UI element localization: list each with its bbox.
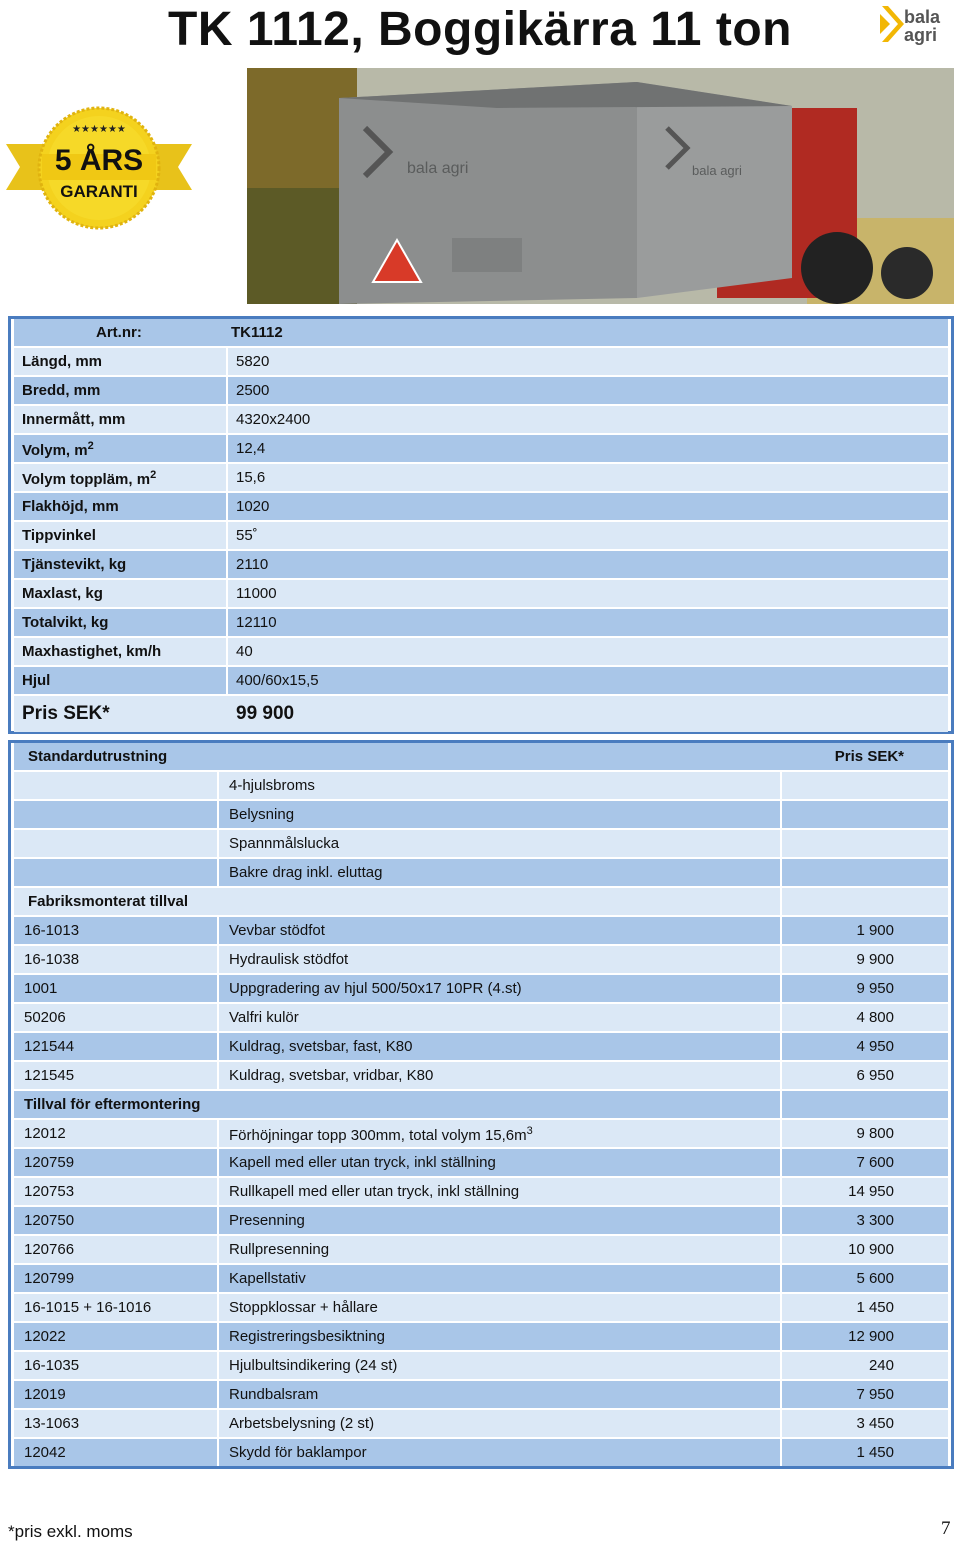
logo-word-agri: agri — [904, 25, 938, 45]
column-divider — [780, 1439, 782, 1466]
option-art-nr: 12012 — [24, 1125, 66, 1142]
spec-label: Hjul — [22, 672, 51, 689]
trailer-logo-text: bala agri — [407, 160, 469, 177]
standard-item-row — [14, 830, 948, 857]
option-description-wrap — [229, 1299, 378, 1316]
spec-label-sup: 2 — [87, 440, 94, 452]
column-divider — [226, 522, 228, 549]
spec-label-sup: 2 — [150, 469, 157, 481]
option-row — [14, 1207, 948, 1234]
aftermarket-options-heading: Tillval för eftermontering — [24, 1096, 201, 1113]
page-title: TK 1112, Boggikärra 11 ton — [168, 3, 792, 56]
spec-row — [14, 667, 948, 694]
spec-value: 15,6 — [236, 469, 266, 486]
option-row — [14, 1439, 948, 1466]
option-description-wrap — [229, 1444, 367, 1461]
trailer-side-logo-text: bala agri — [692, 163, 742, 178]
column-divider — [226, 638, 228, 665]
column-divider — [780, 1236, 782, 1263]
column-divider — [226, 406, 228, 433]
spec-label: Maxlast, kg — [22, 585, 103, 602]
option-description: Presenning — [229, 1212, 305, 1229]
option-description: Kuldrag, svetsbar, vridbar, K80 — [229, 1067, 434, 1084]
option-description: Kuldrag, svetsbar, fast, K80 — [229, 1038, 413, 1055]
art-nr-value: TK1112 — [231, 324, 283, 341]
column-divider — [780, 772, 782, 799]
spec-row — [14, 464, 948, 491]
option-price: 9 800 — [856, 1125, 894, 1142]
option-description: Kapell med eller utan tryck, inkl ställning — [229, 1154, 496, 1171]
column-divider — [217, 1265, 219, 1292]
column-divider — [226, 435, 228, 462]
column-divider — [217, 1178, 219, 1205]
option-art-nr: 120753 — [24, 1183, 75, 1200]
option-price: 6 950 — [856, 1067, 894, 1084]
option-price: 1 450 — [856, 1444, 894, 1461]
spec-row — [14, 522, 948, 549]
option-row — [14, 917, 948, 944]
option-price: 4 800 — [856, 1009, 894, 1026]
option-row — [14, 1323, 948, 1350]
option-row — [14, 1004, 948, 1031]
spec-table — [8, 316, 954, 734]
column-divider — [217, 830, 219, 857]
standard-item-row — [14, 772, 948, 799]
option-description: Arbetsbelysning (2 st) — [229, 1415, 375, 1432]
spec-label: Bredd, mm — [22, 382, 101, 399]
price-label: Pris SEK* — [22, 703, 110, 724]
spec-value: 11000 — [236, 585, 277, 602]
option-description: Valfri kulör — [229, 1009, 299, 1026]
aftermarket-options-header-row — [14, 1091, 948, 1118]
column-divider — [217, 917, 219, 944]
column-divider — [217, 1381, 219, 1408]
option-description: Stoppklossar + hållare — [229, 1299, 378, 1316]
option-art-nr: 16-1038 — [24, 951, 80, 968]
spec-value: 400/60x15,5 — [236, 672, 319, 689]
column-divider — [780, 1033, 782, 1060]
column-divider — [217, 1149, 219, 1176]
option-art-nr: 12019 — [24, 1386, 66, 1403]
option-description: Rullpresenning — [229, 1241, 330, 1258]
option-art-nr: 13-1063 — [24, 1415, 80, 1432]
spec-label: Tjänstevikt, kg — [22, 556, 127, 573]
logo-word-bala: bala — [904, 7, 941, 27]
option-description: Kapellstativ — [229, 1270, 306, 1287]
option-description-wrap — [229, 1270, 306, 1287]
column-divider — [217, 1062, 219, 1089]
option-art-nr: 120766 — [24, 1241, 75, 1258]
spec-label: Totalvikt, kg — [22, 614, 109, 631]
spec-value: 40 — [236, 643, 253, 660]
spec-label: Flakhöjd, mm — [22, 498, 119, 515]
option-art-nr: 50206 — [24, 1009, 66, 1026]
option-row — [14, 1381, 948, 1408]
column-divider — [217, 1323, 219, 1350]
option-row — [14, 1236, 948, 1263]
spec-value: 2110 — [236, 556, 269, 573]
column-divider — [780, 946, 782, 973]
column-divider — [226, 377, 228, 404]
spec-label: Maxhastighet, km/h — [22, 643, 162, 660]
option-price: 1 900 — [856, 922, 894, 939]
option-description: Hydraulisk stödfot — [229, 951, 349, 968]
option-description-wrap — [229, 1386, 318, 1403]
column-divider — [217, 1004, 219, 1031]
column-divider — [780, 1352, 782, 1379]
option-art-nr: 16-1013 — [24, 922, 80, 939]
option-art-nr: 120799 — [24, 1270, 75, 1287]
option-description: Vevbar stödfot — [229, 922, 325, 939]
factory-options-heading: Fabriksmonterat tillval — [28, 893, 189, 910]
option-description: Skydd för baklampor — [229, 1444, 367, 1461]
column-divider — [780, 1207, 782, 1234]
column-divider — [780, 1265, 782, 1292]
option-art-nr: 1001 — [24, 980, 58, 997]
column-divider — [780, 888, 782, 915]
option-art-nr: 16-1015 + 16-1016 — [24, 1299, 152, 1316]
column-divider — [780, 1410, 782, 1437]
option-price: 5 600 — [856, 1270, 894, 1287]
option-description-wrap — [229, 1328, 385, 1345]
option-row — [14, 1178, 948, 1205]
column-divider — [217, 772, 219, 799]
option-price: 7 950 — [856, 1386, 894, 1403]
standard-item-row — [14, 801, 948, 828]
standard-item: Belysning — [229, 806, 295, 823]
option-price: 14 950 — [848, 1183, 894, 1200]
standard-equipment-heading: Standardutrustning — [28, 748, 168, 765]
option-description: Uppgradering av hjul 500/50x17 10PR (4.st) — [229, 980, 522, 997]
column-divider — [217, 1207, 219, 1234]
column-divider — [217, 975, 219, 1002]
option-description-wrap — [229, 1357, 397, 1374]
column-divider — [780, 917, 782, 944]
badge-garanti: GARANTI — [60, 182, 138, 201]
spec-label: Volym toppläm, m — [22, 471, 151, 488]
spec-header-row — [14, 319, 948, 346]
option-row — [14, 1149, 948, 1176]
column-divider — [217, 1410, 219, 1437]
spec-label-wrap — [22, 469, 156, 488]
option-description: Hjulbultsindikering (24 st) — [229, 1357, 398, 1374]
column-divider — [226, 551, 228, 578]
standard-item: Spannmålslucka — [229, 835, 340, 852]
art-nr-label: Art.nr: — [96, 324, 142, 341]
option-description-wrap — [229, 1183, 519, 1200]
option-row — [14, 1294, 948, 1321]
column-divider — [780, 1091, 782, 1118]
option-price: 12 900 — [848, 1328, 894, 1345]
option-price: 10 900 — [848, 1241, 894, 1258]
price-footnote: *pris exkl. moms — [8, 1522, 133, 1541]
spec-label-wrap — [22, 440, 94, 459]
column-divider — [780, 1004, 782, 1031]
options-header-row — [14, 743, 948, 770]
spec-value: 12110 — [236, 614, 277, 631]
option-row — [14, 1410, 948, 1437]
option-description-wrap — [229, 1241, 329, 1258]
spec-row — [14, 493, 948, 520]
badge-years: 5 ÅRS — [54, 144, 144, 177]
spec-row — [14, 406, 948, 433]
column-divider — [780, 1294, 782, 1321]
standard-item: 4-hjulsbroms — [229, 777, 315, 794]
column-divider — [780, 830, 782, 857]
column-divider — [217, 1236, 219, 1263]
spec-row — [14, 551, 948, 578]
option-price: 240 — [868, 1357, 894, 1374]
spec-value: 5820 — [236, 353, 270, 370]
option-art-nr: 120759 — [24, 1154, 75, 1171]
option-price: 7 600 — [856, 1154, 894, 1171]
option-row — [14, 1033, 948, 1060]
option-price: 3 450 — [856, 1415, 894, 1432]
spec-row — [14, 638, 948, 665]
options-table — [8, 740, 954, 1469]
spec-value: 12,4 — [236, 440, 266, 457]
option-description: Rundbalsram — [229, 1386, 319, 1403]
column-divider — [217, 1294, 219, 1321]
price-value: 99 900 — [236, 703, 295, 724]
option-art-nr: 121545 — [24, 1067, 75, 1084]
column-divider — [217, 946, 219, 973]
option-art-nr: 16-1035 — [24, 1357, 80, 1374]
spec-label: Tippvinkel — [22, 527, 96, 544]
column-divider — [217, 801, 219, 828]
option-description-wrap — [229, 1415, 374, 1432]
spec-label: Innermått, mm — [22, 411, 126, 428]
option-row — [14, 946, 948, 973]
spec-row — [14, 609, 948, 636]
column-divider — [226, 609, 228, 636]
spec-row — [14, 580, 948, 607]
column-divider — [780, 1149, 782, 1176]
option-row — [14, 1062, 948, 1089]
option-description-wrap — [229, 1125, 533, 1144]
option-art-nr: 120750 — [24, 1212, 75, 1229]
column-divider — [780, 1120, 782, 1147]
option-description-wrap — [229, 1154, 496, 1171]
option-description: Förhöjningar topp 300mm, total volym 15,6m — [229, 1127, 527, 1144]
option-art-nr: 12042 — [24, 1444, 66, 1461]
page-number: 7 — [941, 1518, 951, 1539]
badge-stars: ★★★★★★ — [72, 124, 126, 135]
column-divider — [217, 1033, 219, 1060]
column-divider — [780, 801, 782, 828]
column-divider — [226, 493, 228, 520]
column-divider — [217, 1352, 219, 1379]
spec-label: Längd, mm — [22, 353, 103, 370]
standard-item-row — [14, 859, 948, 886]
logo-mark-icon — [878, 4, 904, 44]
column-divider — [780, 1381, 782, 1408]
column-divider — [780, 1323, 782, 1350]
product-photo — [247, 68, 954, 304]
option-art-nr: 12022 — [24, 1328, 66, 1345]
column-divider — [780, 859, 782, 886]
option-price: 1 450 — [856, 1299, 894, 1316]
option-price: 9 900 — [856, 951, 894, 968]
column-divider — [226, 464, 228, 491]
spec-price-row — [14, 696, 948, 732]
option-description: Registreringsbesiktning — [229, 1328, 385, 1345]
bala-agri-logo — [878, 4, 956, 48]
spec-value: 4320x2400 — [236, 411, 311, 428]
column-divider — [226, 667, 228, 694]
option-row — [14, 1265, 948, 1292]
column-divider — [217, 1120, 219, 1147]
standard-item: Bakre drag inkl. eluttag — [229, 864, 383, 881]
column-divider — [226, 348, 228, 375]
spec-row — [14, 348, 948, 375]
option-row — [14, 1120, 948, 1147]
factory-options-header-row — [14, 888, 948, 915]
option-description: Rullkapell med eller utan tryck, inkl ställning — [229, 1183, 520, 1200]
spec-label: Volym, m — [22, 442, 88, 459]
spec-row — [14, 377, 948, 404]
spec-value: 2500 — [236, 382, 270, 399]
option-art-nr: 121544 — [24, 1038, 75, 1055]
option-price: 9 950 — [856, 980, 894, 997]
option-price: 3 300 — [856, 1212, 894, 1229]
price-column-heading: Pris SEK* — [834, 748, 904, 765]
column-divider — [217, 859, 219, 886]
warranty-badge — [6, 104, 192, 232]
spec-value: 1020 — [236, 498, 270, 515]
column-divider — [217, 1439, 219, 1466]
option-description-wrap — [229, 1212, 305, 1229]
column-divider — [226, 580, 228, 607]
option-price: 4 950 — [856, 1038, 894, 1055]
spec-row — [14, 435, 948, 462]
option-description-sup: 3 — [526, 1125, 533, 1137]
column-divider — [780, 1062, 782, 1089]
column-divider — [780, 975, 782, 1002]
option-row — [14, 1352, 948, 1379]
option-row — [14, 975, 948, 1002]
spec-value: 55˚ — [236, 527, 258, 544]
column-divider — [780, 1178, 782, 1205]
